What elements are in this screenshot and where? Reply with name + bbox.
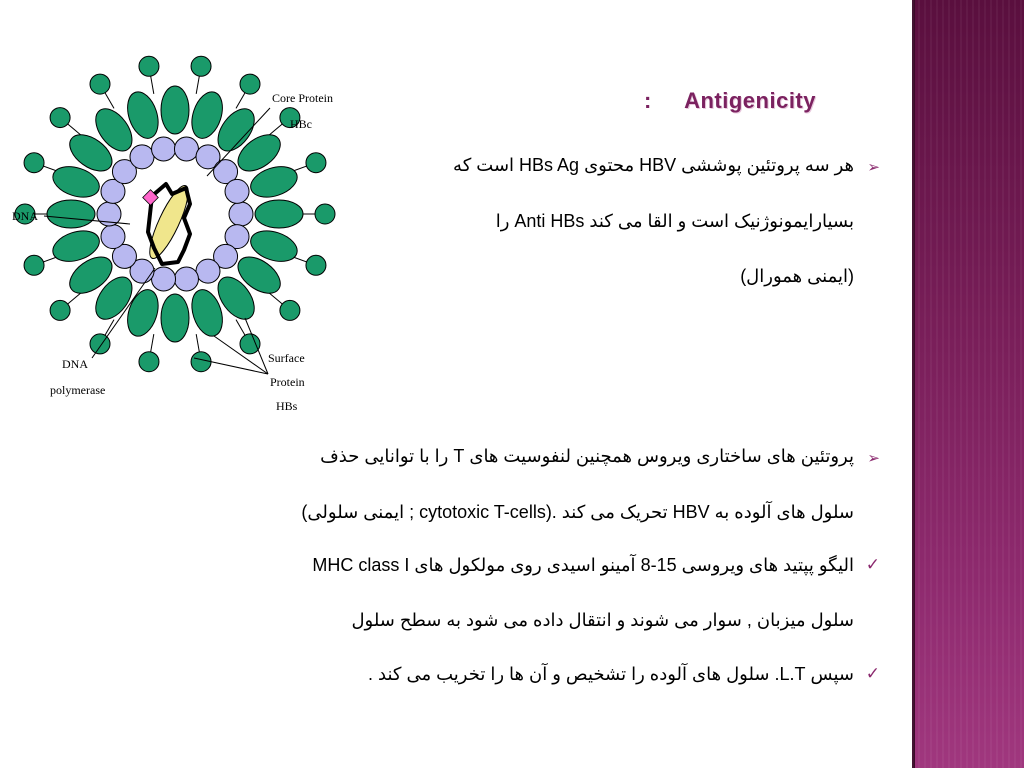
surface-protein-knob xyxy=(50,300,70,320)
surface-protein-knob xyxy=(280,300,300,320)
surface-protein-knob xyxy=(50,108,70,128)
decorative-side-panel xyxy=(912,0,1024,768)
surface-protein xyxy=(47,200,95,228)
title-prefix: : xyxy=(644,88,652,113)
paragraph-3-line-2: سلول میزبان , سوار می شوند و انتقال داده می شود به سطح سلول xyxy=(351,610,854,630)
surface-protein-knob xyxy=(139,352,159,372)
label-dna-polymerase-1: DNA xyxy=(62,357,88,371)
label-dna-polymerase-2: polymerase xyxy=(50,383,106,397)
surface-protein xyxy=(161,86,189,134)
surface-protein-knob xyxy=(90,74,110,94)
slide-title xyxy=(644,88,816,114)
title-text: Antigenicity xyxy=(684,88,816,113)
surface-protein xyxy=(161,294,189,342)
label-core-protein: Core Protein xyxy=(272,91,333,105)
label-hbc: HBc xyxy=(290,117,312,131)
surface-protein-knob xyxy=(315,204,335,224)
surface-protein xyxy=(255,200,303,228)
hbv-virion-diagram xyxy=(0,36,345,420)
core-protein xyxy=(174,137,198,161)
paragraph-1-line-2: بسیارایمونوژنیک است و القا می کند Anti HBs را xyxy=(495,211,854,231)
paragraph-2-line-1: پروتئین های ساختاری ویروس همچنین لنفوسیت های T را با توانایی حذف xyxy=(320,446,854,466)
surface-protein-knob xyxy=(191,352,211,372)
surface-protein-knob xyxy=(24,153,44,173)
core-protein xyxy=(152,137,176,161)
core-protein xyxy=(152,267,176,291)
surface-protein-knob xyxy=(306,153,326,173)
paragraph-2-line-2: سلول های آلوده به HBV تحریک می کند .(cytotoxic T-cells ; ایمنی سلولی) xyxy=(301,502,854,522)
surface-protein-knob xyxy=(139,56,159,76)
surface-protein-knob xyxy=(191,56,211,76)
core-protein xyxy=(229,202,253,226)
core-protein xyxy=(174,267,198,291)
bullet-check-icon: ✓ xyxy=(865,555,880,574)
core-protein xyxy=(196,259,220,283)
surface-protein-knob xyxy=(306,255,326,275)
panel-pattern xyxy=(912,0,1024,768)
paragraph-3-line-1: الیگو پپتید های ویروسی 15-8 آمینو اسیدی روی مولکول های MHC class I xyxy=(312,555,854,575)
bullet-arrow-icon: ➢ xyxy=(867,450,880,467)
label-protein: Protein xyxy=(270,375,305,389)
core-protein xyxy=(101,225,125,249)
bullet-check-icon: ✓ xyxy=(865,664,880,683)
surface-protein-knob xyxy=(240,334,260,354)
paragraph-1-line-1: هر سه پروتئین پوششی HBV محتوی HBs Ag است که xyxy=(453,155,854,175)
label-dna: DNA xyxy=(12,209,38,223)
core-protein xyxy=(130,145,154,169)
core-protein xyxy=(225,179,249,203)
label-surface: Surface xyxy=(268,351,305,365)
surface-protein-knob xyxy=(240,74,260,94)
label-hbs: HBs xyxy=(276,399,298,413)
paragraph-4-line-1: سپس L.T. سلول های آلوده را تشخیص و آن ها را تخریب می کند . xyxy=(368,664,854,684)
surface-protein-knob xyxy=(24,255,44,275)
bullet-arrow-icon: ➢ xyxy=(867,159,880,176)
paragraph-1-line-3: (ایمنی همورال) xyxy=(740,266,854,286)
